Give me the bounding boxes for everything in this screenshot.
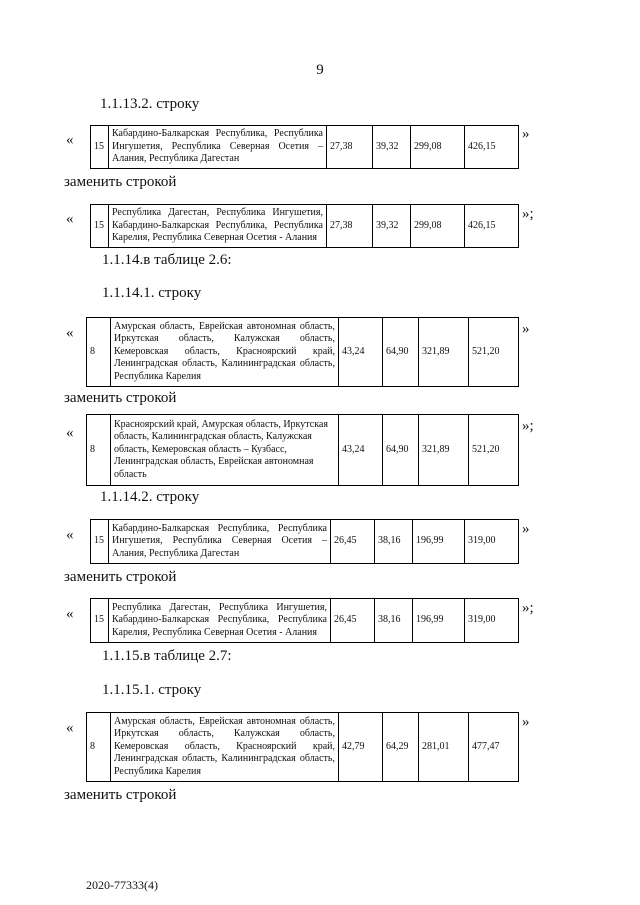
row-number: 8: [87, 713, 111, 782]
value-cell: 26,45: [331, 520, 375, 564]
region-list: Амурская область, Еврейская автономная область, Иркутская область, Калужская область, Кемеровская область, Красноярский край, Ленинградская область, Калининградская область, Республика Карелия: [111, 713, 339, 782]
close-quote: »: [522, 126, 530, 142]
value-cell: 39,32: [373, 126, 411, 169]
row-number: 15: [91, 599, 109, 643]
close-quote: »: [522, 714, 530, 730]
table-row: [86, 712, 519, 782]
value-cell: 521,20: [469, 415, 519, 486]
value-cell: 321,89: [419, 318, 469, 387]
document-code: 2020-77333(4): [86, 878, 158, 892]
section-heading-1-1-13-2: 1.1.13.2. строку: [100, 96, 200, 112]
open-quote: «: [66, 325, 74, 341]
value-cell: 299,08: [411, 205, 465, 248]
row-number: 8: [87, 318, 111, 387]
region-list: Кабардино-Балкарская Республика, Республика Ингушетия, Республика Северная Осетия – Алания, Республика Дагестан: [109, 520, 331, 564]
page-number: 9: [316, 62, 324, 78]
row-number: 15: [91, 126, 109, 169]
section-heading-1-1-14-2: 1.1.14.2. строку: [100, 489, 200, 505]
value-cell: 64,29: [383, 713, 419, 782]
row-number: 8: [87, 415, 111, 486]
value-cell: 38,16: [375, 599, 413, 643]
table-row: [90, 204, 519, 248]
value-cell: 27,38: [327, 126, 373, 169]
value-cell: 39,32: [373, 205, 411, 248]
open-quote: «: [66, 527, 74, 543]
value-cell: 43,24: [339, 415, 383, 486]
open-quote: «: [66, 606, 74, 622]
value-cell: 196,99: [413, 520, 465, 564]
replace-label: заменить строкой: [64, 569, 177, 585]
table-row: [86, 414, 519, 486]
table-row: [90, 519, 519, 564]
value-cell: 426,15: [465, 205, 519, 248]
value-cell: 299,08: [411, 126, 465, 169]
close-quote: »: [522, 521, 530, 537]
close-quote: »: [522, 321, 530, 337]
table-row: [90, 125, 519, 169]
open-quote: «: [66, 425, 74, 441]
section-heading-1-1-15: 1.1.15.в таблице 2.7:: [102, 648, 232, 664]
table-row: [90, 598, 519, 643]
value-cell: 321,89: [419, 415, 469, 486]
value-cell: 477,47: [469, 713, 519, 782]
close-quote: »;: [522, 600, 534, 616]
region-list: Амурская область, Еврейская автономная область, Иркутская область, Калужская область, Кемеровская область, Красноярский край, Ленинградская область, Калининградская область, Республика Карелия: [111, 318, 339, 387]
value-cell: 38,16: [375, 520, 413, 564]
replace-label: заменить строкой: [64, 390, 177, 406]
row-number: 15: [91, 520, 109, 564]
open-quote: «: [66, 211, 74, 227]
value-cell: 64,90: [383, 415, 419, 486]
open-quote: «: [66, 132, 74, 148]
close-quote: »;: [522, 206, 534, 222]
replace-label: заменить строкой: [64, 787, 177, 803]
table-row: [86, 317, 519, 387]
value-cell: 64,90: [383, 318, 419, 387]
open-quote: «: [66, 720, 74, 736]
value-cell: 43,24: [339, 318, 383, 387]
value-cell: 42,79: [339, 713, 383, 782]
value-cell: 196,99: [413, 599, 465, 643]
value-cell: 26,45: [331, 599, 375, 643]
value-cell: 281,01: [419, 713, 469, 782]
value-cell: 426,15: [465, 126, 519, 169]
section-heading-1-1-15-1: 1.1.15.1. строку: [102, 682, 202, 698]
replace-label: заменить строкой: [64, 174, 177, 190]
region-list: Красноярский край, Амурская область, Иркутская область, Калининградская область, Калужская область, Кемеровская область – Кузбасс, Ленинградская область, Еврейская автономная область: [111, 415, 339, 486]
section-heading-1-1-14: 1.1.14.в таблице 2.6:: [102, 252, 232, 268]
close-quote: »;: [522, 418, 534, 434]
region-list: Кабардино-Балкарская Республика, Республика Ингушетия, Республика Северная Осетия – Алания, Республика Дагестан: [109, 126, 327, 169]
value-cell: 27,38: [327, 205, 373, 248]
section-heading-1-1-14-1: 1.1.14.1. строку: [102, 285, 202, 301]
value-cell: 319,00: [465, 599, 519, 643]
value-cell: 521,20: [469, 318, 519, 387]
value-cell: 319,00: [465, 520, 519, 564]
region-list: Республика Дагестан, Республика Ингушетия, Кабардино-Балкарская Республика, Республика Карелия, Республика Северная Осетия - Алания: [109, 599, 331, 643]
region-list: Республика Дагестан, Республика Ингушетия, Кабардино-Балкарская Республика, Республика Карелия, Республика Северная Осетия - Алания: [109, 205, 327, 248]
row-number: 15: [91, 205, 109, 248]
